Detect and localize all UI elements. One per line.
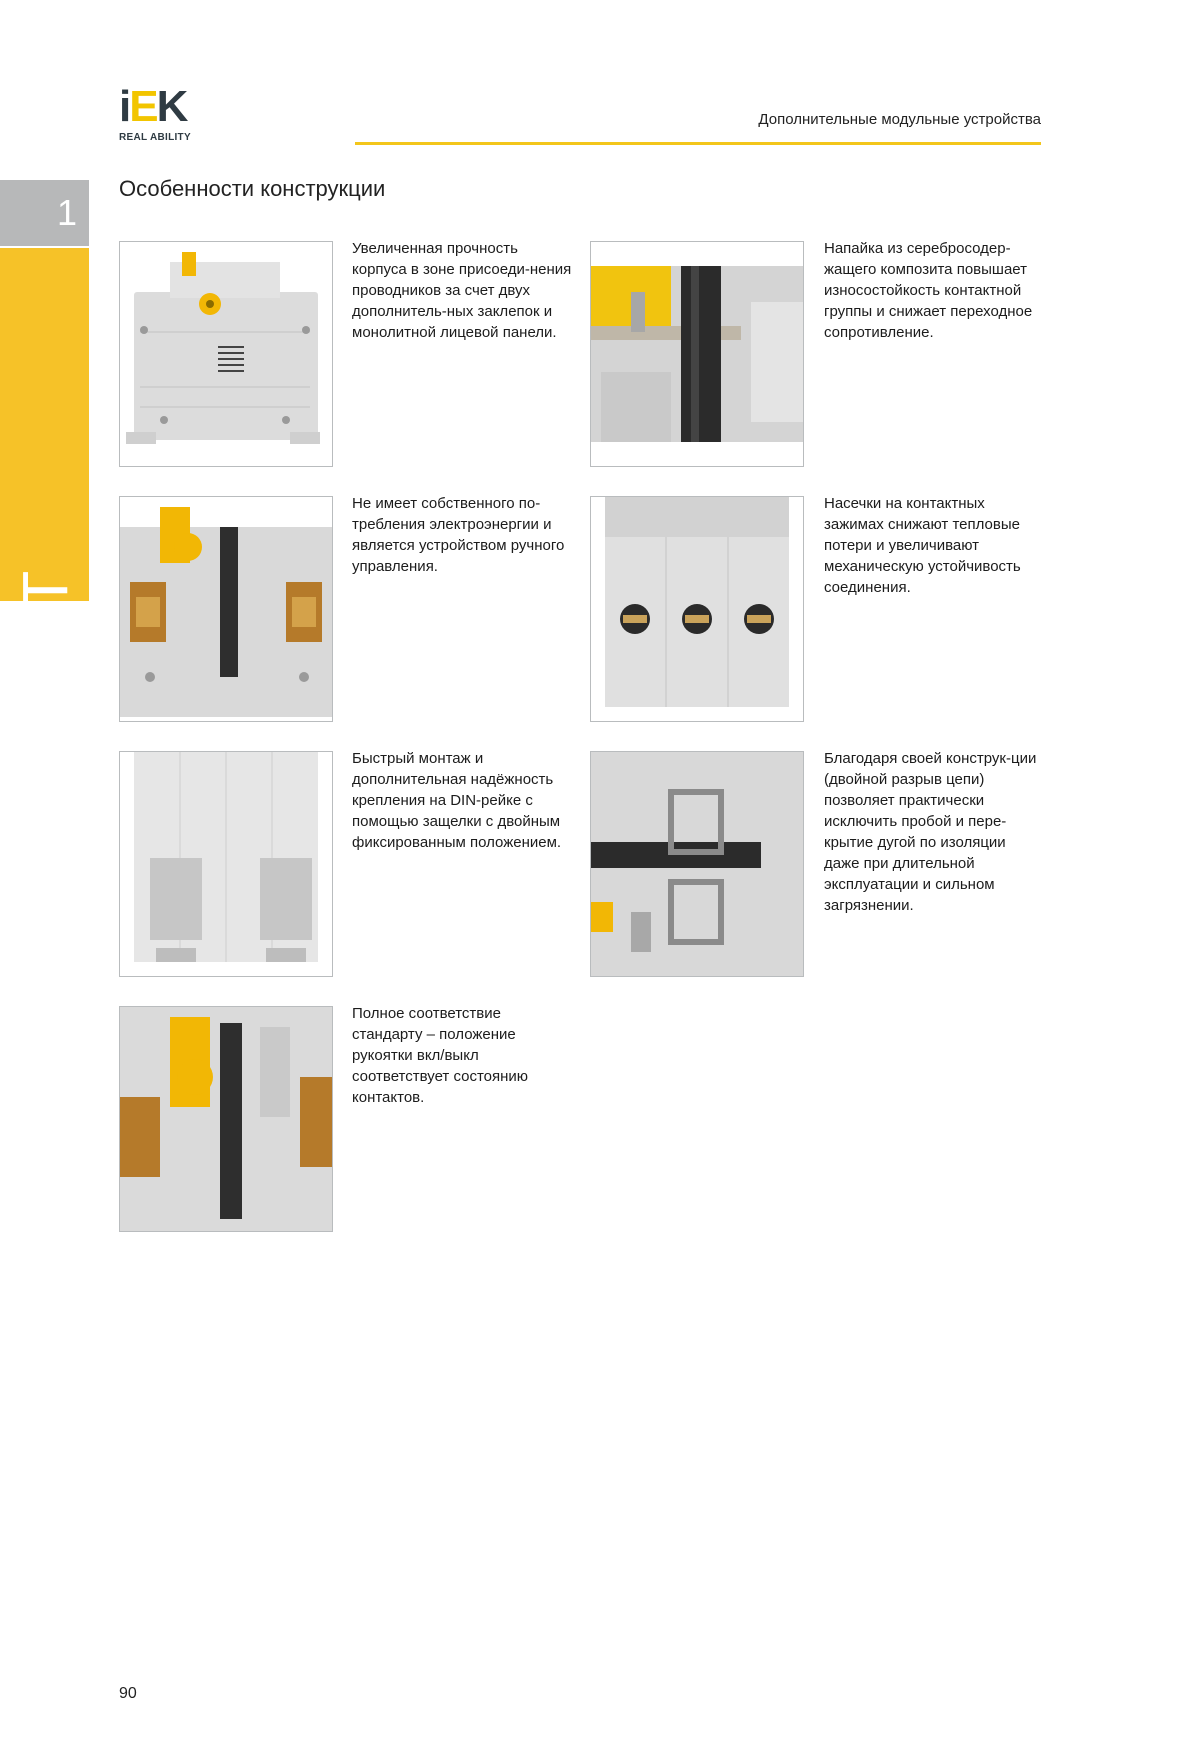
feature-text-7: Полное соответствие стандарту – положение рукоятки вкл/выкл соответствует состоянию контактов. xyxy=(352,1005,529,1106)
product-tab xyxy=(0,248,89,788)
chapter-tab xyxy=(0,180,89,246)
feature-text-6: Благодаря своей конструк-ции (двойной разрыв цепи) позволяет практически исключить пробой и пере-крытие дугой по изоляции даже при длительной эксплуатации и сильном загрязнении. xyxy=(824,750,1037,914)
section-title: Особенности конструкции xyxy=(119,176,386,201)
header-rule xyxy=(355,142,1041,145)
product-tab-label: KARAT xyxy=(9,568,81,788)
feature-text-1: Увеличенная прочность корпуса в зоне присоеди-нения проводников за счет двух дополнитель-ных заклепок и монолитной лицевой панели. xyxy=(352,240,572,341)
photo-breaker-open xyxy=(119,496,333,722)
photo-terminal-screws xyxy=(590,496,804,722)
logo-tagline: REAL ABILITY xyxy=(119,132,191,143)
header-title: Дополнительные модульные устройства xyxy=(758,111,1041,128)
feature-text-4: Насечки на контактных зажимах снижают тепловые потери и увеличивают механическую устойчивость соединения. xyxy=(824,495,1021,596)
feature-text-3: Не имеет собственного по-требления электроэнергии и является устройством ручного управления. xyxy=(352,495,565,575)
photo-din-latch xyxy=(119,751,333,977)
photo-handle-position xyxy=(119,1006,333,1232)
logo-mark: i E K xyxy=(119,82,187,131)
photo-contact-closeup xyxy=(590,241,804,467)
chapter-number: 1 xyxy=(56,192,77,233)
page-number: 90 xyxy=(119,1685,137,1702)
feature-text-5: Быстрый монтаж и дополнительная надёжность крепления на DIN-рейке с помощью защелки с двойным фиксированным положением. xyxy=(352,750,562,851)
feature-text-2: Напайка из серебросодер-жащего композита повышает износостойкость контактной группы и снижает переходное сопротивление. xyxy=(824,240,1033,341)
photo-double-break xyxy=(590,751,804,977)
iek-logo xyxy=(119,82,209,148)
photo-breaker-side xyxy=(119,241,333,467)
